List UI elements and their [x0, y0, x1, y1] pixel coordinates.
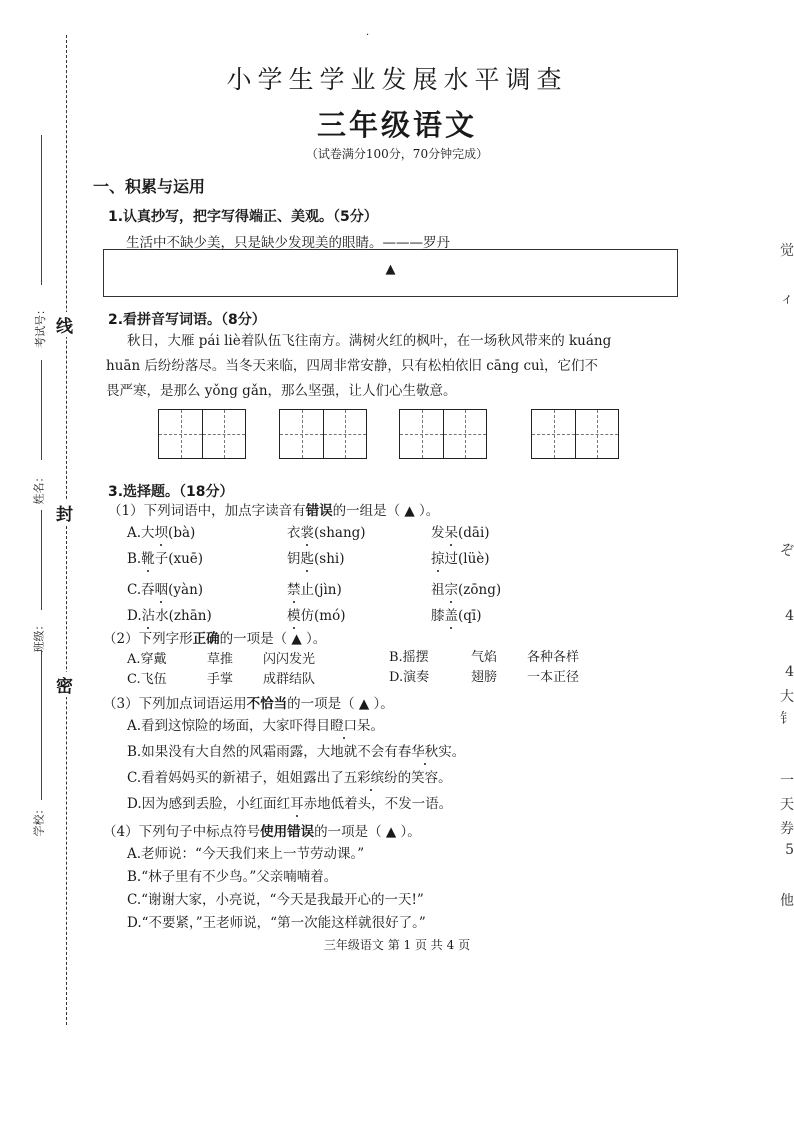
edge-fragment: 券	[780, 821, 794, 837]
question-1-title: 1.认真抄写，把字写得端正、美观。（5分）	[108, 209, 378, 225]
tian-cell[interactable]	[575, 410, 618, 458]
edge-fragment: ぞ	[780, 543, 794, 559]
edge-fragment: 一	[780, 773, 794, 789]
question-3-title: 3.选择题。（18分）	[108, 484, 234, 500]
sub1-word: 膝盖(qī)	[431, 604, 482, 624]
sub2-option-b[interactable]: B.摇摆	[389, 650, 429, 665]
sub3-option-c[interactable]: C.看着妈妈买的新裙子，姐姐露出了五彩缤纷的笑容。	[127, 766, 452, 786]
side-label-name: 姓名：	[32, 471, 46, 505]
sub2-word: 气焰	[471, 650, 498, 665]
sub4-option-d[interactable]: D.“不要紧，”王老师说，“第一次能这样就很好了。”	[127, 915, 426, 931]
edge-fragment: 钅	[780, 711, 794, 727]
tian-grid-cangcui[interactable]	[399, 409, 487, 459]
sub1-stem: （1）下列词语中，加点字读音有错误的一组是（ ▲ ）。	[108, 503, 440, 519]
sub4-option-c[interactable]: C.“谢谢大家，小亮说，“今天是我最开心的一天!”	[127, 892, 424, 908]
sub1-option-c[interactable]: C.吞咽(yàn)	[127, 578, 203, 598]
tian-cell[interactable]	[280, 410, 323, 458]
sub1-word: 掠过(lüè)	[431, 547, 490, 567]
tian-grid-kuanghuan[interactable]	[279, 409, 367, 459]
sub4-option-b[interactable]: B.“林子里有不少鸟。”父亲喃喃着。	[127, 869, 338, 885]
sub1-word: 禁止(jìn)	[287, 578, 342, 598]
sub1-word: 发呆(dāi)	[431, 521, 490, 541]
sub2-option-a[interactable]: A.穿戴	[127, 652, 167, 667]
tian-cell[interactable]	[400, 410, 443, 458]
exam-subtitle: （试卷满分100分，70分钟完成）	[305, 147, 489, 161]
sub3-stem: （3）下列加点词语运用不恰当的一项是（ ▲ ）。	[103, 696, 394, 712]
sub4-option-a[interactable]: A.老师说：“今天我们来上一节劳动课。”	[127, 846, 365, 862]
sub1-word: 祖宗(zōng)	[431, 578, 501, 598]
sub1-word: 模仿(mó)	[287, 604, 345, 624]
sub1-word: 钥匙(shi)	[287, 547, 344, 567]
top-mark: ·	[366, 30, 370, 41]
edge-fragment: 大	[780, 689, 794, 705]
sub3-option-a[interactable]: A.看到这惊险的场面，大家吓得目瞪口呆。	[127, 714, 384, 734]
tian-cell[interactable]	[532, 410, 575, 458]
sub4-stem: （4）下列句子中标点符号使用错误的一项是（ ▲ ）。	[103, 824, 421, 840]
sub3-option-d[interactable]: D.因为感到丢脸，小红面红耳赤地低着头，不发一语。	[127, 792, 452, 812]
side-line-school	[41, 650, 42, 800]
tian-cell[interactable]	[159, 410, 202, 458]
side-label-exam-number: 考试号：	[34, 304, 47, 348]
tian-cell[interactable]	[202, 410, 245, 458]
edge-fragment: 4	[785, 664, 794, 680]
sub2-word: 闪闪发光	[263, 652, 316, 667]
edge-fragment: 觉	[780, 243, 794, 259]
pinyin-passage-line: 秋日，大雁 pái liè着队伍飞往南方。满树火红的枫叶，在一场秋风带来的 kuáng	[127, 333, 612, 349]
exam-title: 三年级语文	[316, 108, 477, 142]
copy-answer-box[interactable]	[103, 249, 678, 297]
binding-line	[66, 35, 67, 1025]
sub2-option-c[interactable]: C.飞伍	[127, 672, 167, 687]
answer-triangle-icon: ▲	[385, 262, 396, 277]
sub2-word: 翅膀	[471, 670, 498, 685]
tian-cell[interactable]	[323, 410, 366, 458]
tian-cell[interactable]	[443, 410, 486, 458]
tian-grid-paili[interactable]	[158, 409, 246, 459]
side-label-class: 班级：	[32, 619, 46, 653]
sub2-word: 一本正径	[527, 670, 580, 685]
edge-fragment: 天	[780, 797, 794, 813]
question-2-title: 2.看拼音写词语。（8分）	[108, 312, 266, 328]
seal-char-seal: 封	[56, 500, 73, 525]
side-label-school: 学校：	[32, 803, 46, 837]
sub2-stem: （2）下列字形正确的一项是（ ▲ ）。	[103, 631, 327, 647]
page-footer: 三年级语文 第 1 页 共 4 页	[323, 938, 471, 952]
sub2-option-d[interactable]: D.演奏	[389, 670, 430, 685]
tian-grid-yonggan[interactable]	[531, 409, 619, 459]
copy-sentence: 生活中不缺少美，只是缺少发现美的眼睛。———罗丹	[126, 235, 450, 251]
pinyin-passage-line: huān 后纷纷落尽。当冬天来临，四周非常安静，只有松柏依旧 cāng cuì，它们不	[106, 358, 599, 374]
seal-char-secret: 密	[56, 672, 73, 697]
sub2-word: 草推	[207, 652, 234, 667]
edge-fragment: ィ	[780, 291, 794, 307]
side-line-name	[41, 360, 42, 460]
sub2-word: 成群结队	[263, 672, 316, 687]
sub1-option-d[interactable]: D.沾水(zhān)	[127, 604, 212, 624]
edge-fragment: 他	[780, 893, 794, 909]
section-title: 一、积累与运用	[93, 177, 206, 196]
sub1-option-a[interactable]: A.大坝(bà)	[127, 521, 195, 541]
survey-title: 小学生学业发展水平调查	[226, 65, 568, 94]
pinyin-passage-line: 畏严寒，是那么 yǒng gǎn，那么坚强，让人们心生敬意。	[106, 383, 457, 399]
sub1-option-b[interactable]: B.靴子(xuē)	[127, 547, 203, 567]
sub2-word: 手掌	[207, 672, 234, 687]
side-line-class	[41, 510, 42, 610]
edge-fragment: 4	[785, 608, 794, 624]
sub2-word: 各种各样	[527, 650, 580, 665]
edge-fragment: 5	[785, 842, 794, 858]
sub3-option-b[interactable]: B.如果没有大自然的风霜雨露，大地就不会有春华秋实。	[127, 740, 465, 760]
sub1-word: 衣裳(shang)	[287, 521, 366, 541]
seal-char-line: 线	[56, 312, 73, 337]
